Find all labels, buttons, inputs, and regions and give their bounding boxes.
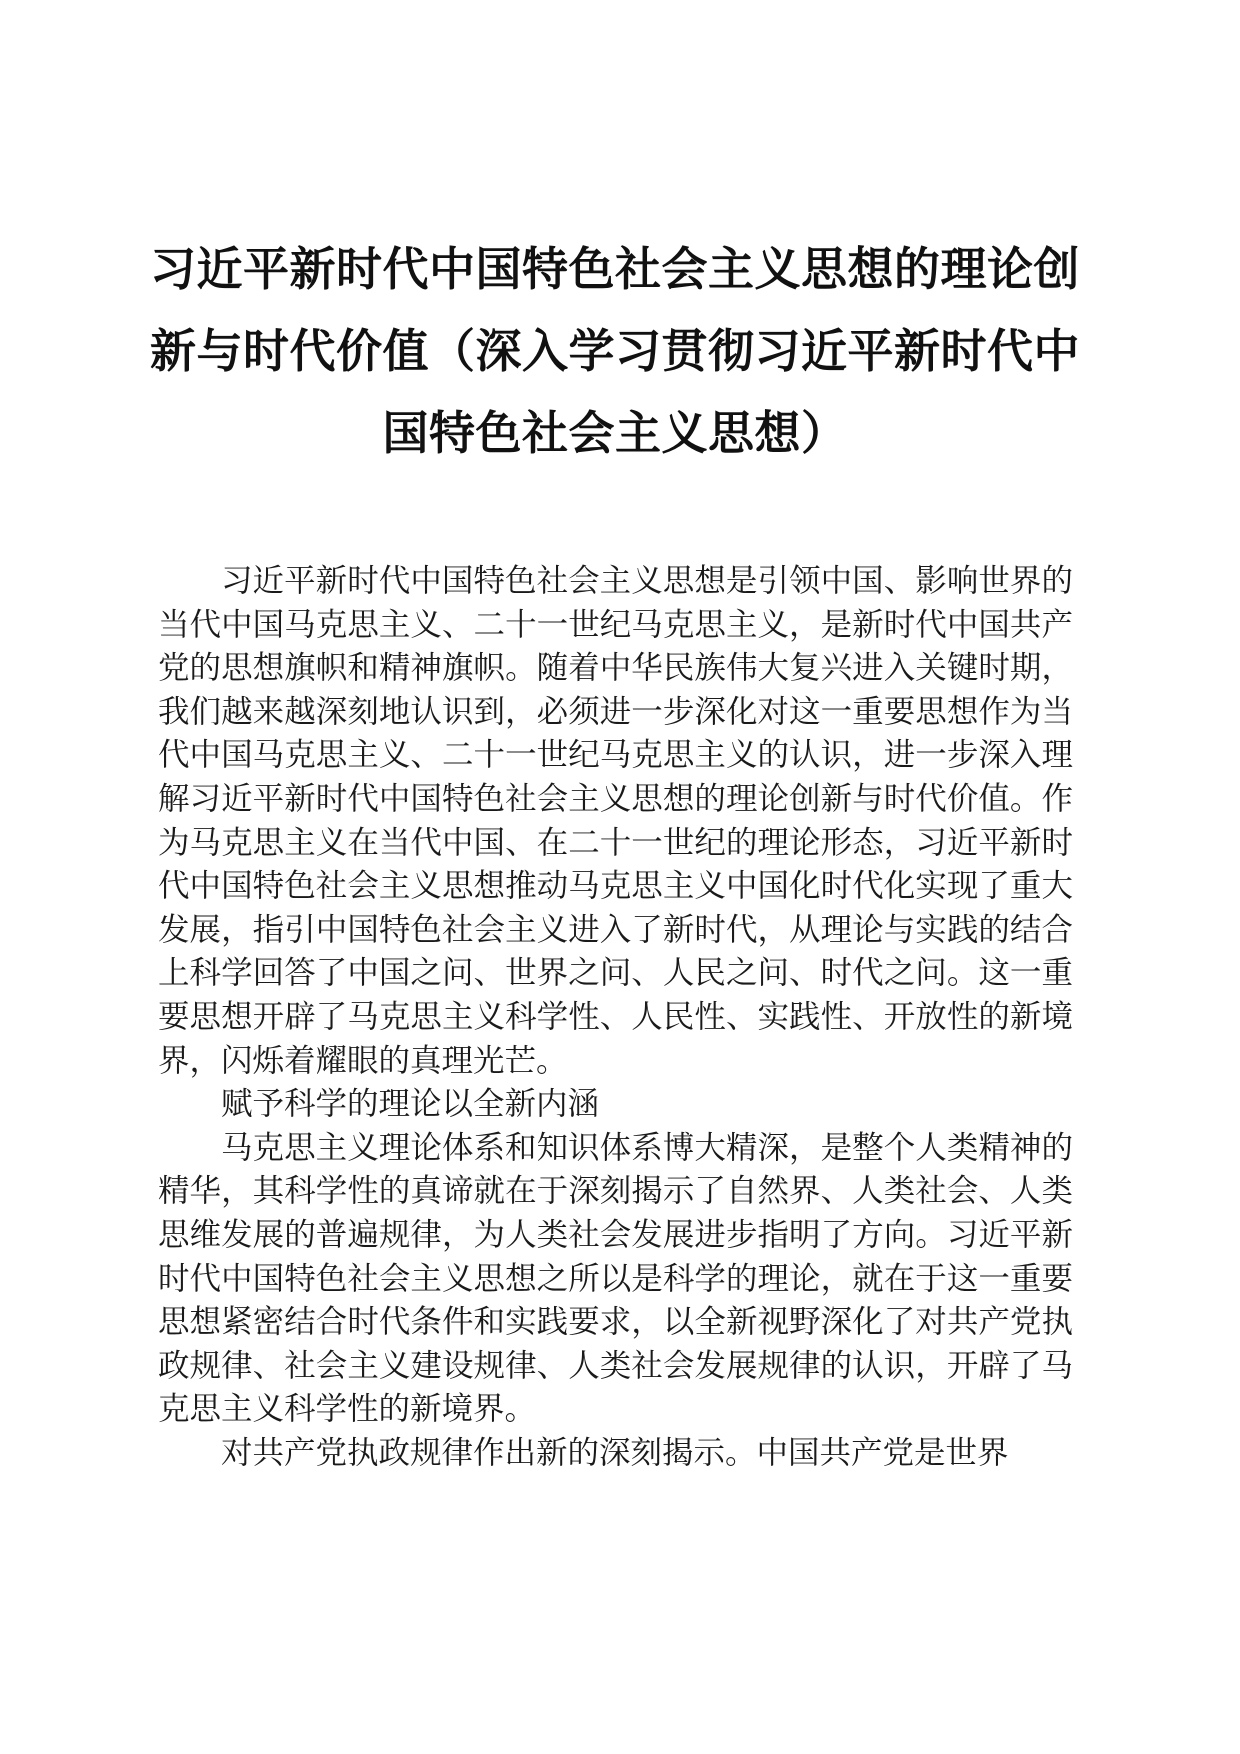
document-title: 习近平新时代中国特色社会主义思想的理论创新与时代价值（深入学习贯彻习近平新时代中国特色社会主义思想） [150,242,1080,460]
paragraph-section-2: 对共产党执政规律作出新的深刻揭示。中国共产党是世界 [221,1434,1009,1471]
paragraph-intro: 习近平新时代中国特色社会主义思想是引领中国、影响世界的当代中国马克思主义、二十一世纪马克思主义，是新时代中国共产党的思想旗帜和精神旗帜。随着中华民族伟大复兴进入关键时期，我们越来越深刻地认识到，必须进一步深化对这一重要思想作为当代中国马克思主义、二十一世纪马克思主义的认识，进一步深入理解习近平新时代中国特色社会主义思想的理论创新与时代价值。作为马克思主义在当代中国、在二十一世纪的理论形态，习近平新时代中国特色社会主义思想推动马克思主义中国化时代化实现了重大发展，指引中国特色社会主义进入了新时代，从理论与实践的结合上科学回答了中国之问、世界之问、人民之问、时代之问。这一重要思想开辟了马克思主义科学性、人民性、实践性、开放性的新境界，闪烁着耀眼的真理光芒。 [158,563,1073,1079]
document-body [158,560,1073,1475]
section-heading: 赋予科学的理论以全新内涵 [221,1086,600,1123]
paragraph-section-1: 马克思主义理论体系和知识体系博大精深，是整个人类精神的精华，其科学性的真谛就在于深刻揭示了自然界、人类社会、人类思维发展的普遍规律，为人类社会发展进步指明了方向。习近平新时代中国特色社会主义思想之所以是科学的理论，就在于这一重要思想紧密结合时代条件和实践要求，以全新视野深化了对共产党执政规律、社会主义建设规律、人类社会发展规律的认识，开辟了马克思主义科学性的新境界。 [158,1129,1073,1428]
